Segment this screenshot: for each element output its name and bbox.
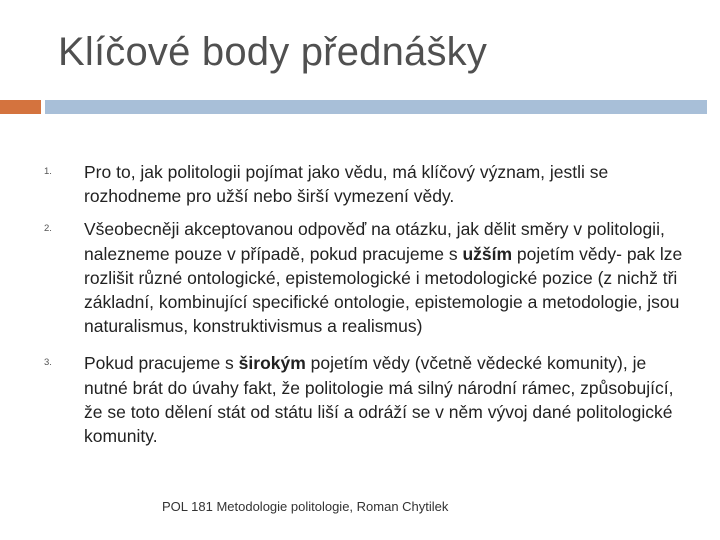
list-item-text xyxy=(84,219,682,336)
accent-bar xyxy=(0,100,41,114)
list-item xyxy=(44,217,684,338)
text-segment: pojetím vědy (včetně vědecké komunity), je nutné brát do úvahy fakt, že politologie má silný národní rámec, způsobující, že se toto dělení stát od státu liší a odráží se v něm vývoj dané politologické komunity. xyxy=(84,353,674,447)
list-item xyxy=(44,160,684,208)
bold-term: užším xyxy=(462,243,513,264)
slide-title: Klíčové body přednášky xyxy=(58,30,488,74)
list-item-text xyxy=(84,353,674,446)
text-segment: Pokud pracujeme s xyxy=(84,353,239,374)
bold-term: širokým xyxy=(238,353,306,374)
list-item-number: 1. xyxy=(44,166,52,177)
slide-footer: POL 181 Metodologie politologie, Roman Chytilek xyxy=(162,499,449,514)
list-item-number: 2. xyxy=(44,223,52,235)
list-item-number: 3. xyxy=(44,357,52,369)
key-points-list xyxy=(44,160,684,448)
text-segment: Všeobecněji akceptovanou odpověď na otázku, jak dělit směry v politologii, nalezneme pouze v případě, pokud pracujeme s xyxy=(84,219,665,264)
list-item-text: Pro to, jak politologii pojímat jako vědu, má klíčový význam, jestli se rozhodneme pro užší nebo širší vymezení vědy. xyxy=(84,162,609,207)
list-item xyxy=(44,351,684,448)
header-bar xyxy=(45,100,707,114)
text-segment: pojetím vědy- pak lze rozlišit různé ontologické, epistemologické i metodologické pozice (z nichž tři základní, kombinující specifické ontologie, epistemologie a metodologie, jsou naturalismus, konstruktivismus a realismus) xyxy=(84,243,683,337)
